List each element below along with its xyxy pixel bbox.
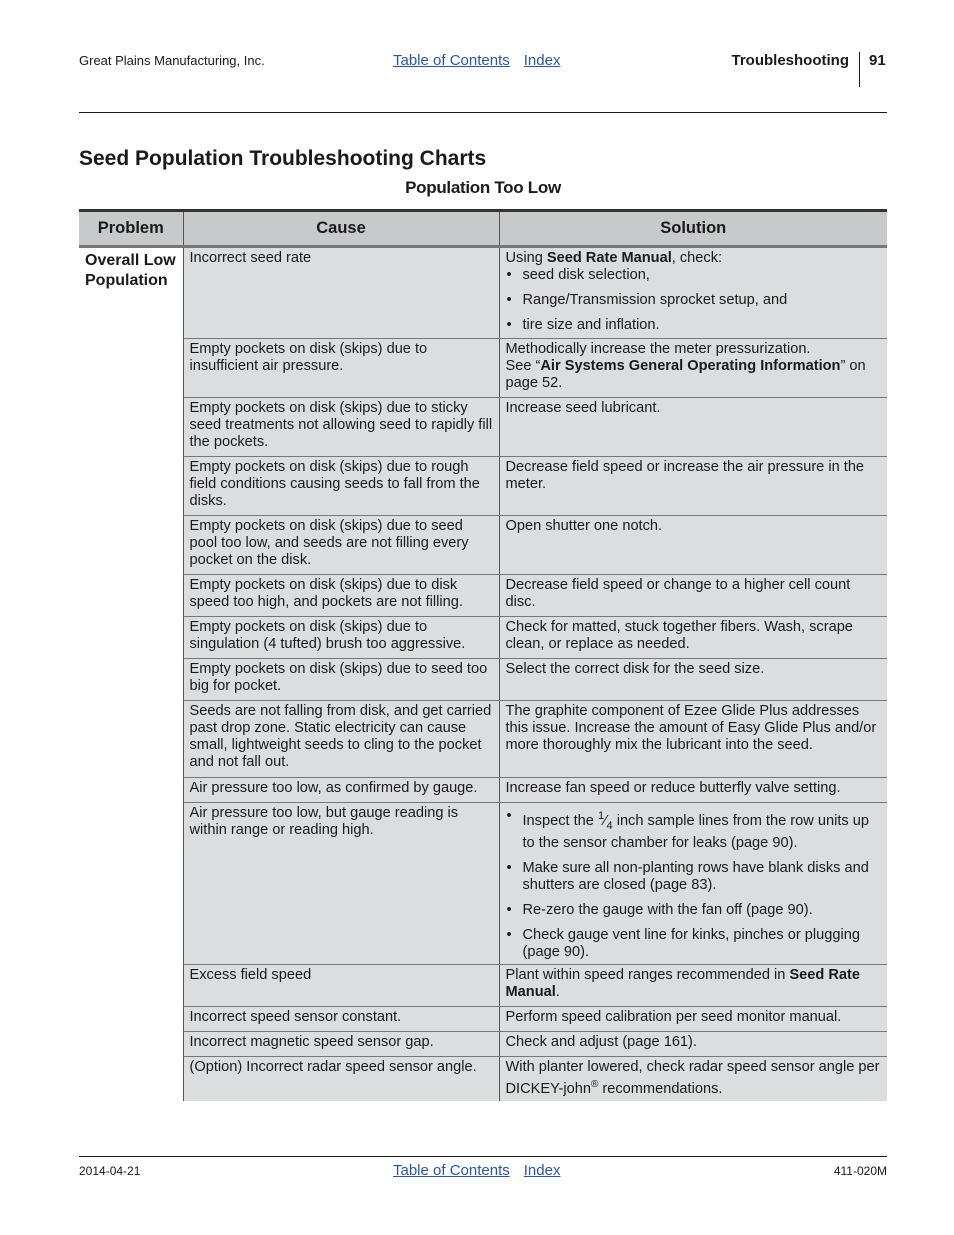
cause-cell: Empty pockets on disk (skips) due to seed pool too low, and seeds are not filling every pocket on the disk. [183, 516, 499, 575]
cause-cell: Excess field speed [183, 964, 499, 1006]
list-item: • seed disk selection, [506, 267, 883, 284]
manual-reference: Seed Rate Manual [505, 966, 861, 1000]
table-row [79, 247, 887, 339]
cause-cell: Incorrect seed rate [183, 247, 499, 339]
footer-index-link[interactable]: Index [523, 1162, 561, 1179]
table-row [79, 1006, 887, 1031]
column-header-solution: Solution [499, 211, 887, 247]
cause-cell: Empty pockets on disk (skips) due to disk speed too high, and pockets are not filling. [183, 575, 499, 617]
solution-cell [499, 803, 887, 965]
list-item: • Range/Transmission sprocket setup, and [506, 292, 883, 309]
table-row [79, 457, 887, 516]
table-subtitle: Population Too Low [405, 178, 561, 197]
fraction-numerator: 1 [597, 810, 605, 822]
registered-mark: ® [590, 1078, 599, 1090]
solution-text: recommendations. [598, 1080, 723, 1097]
solution-text: Methodically increase the meter pressurization. [505, 341, 811, 357]
solution-cell [499, 1056, 887, 1100]
solution-cell: Check and adjust (page 161). [499, 1031, 887, 1056]
list-item: • tire size and inflation. [506, 317, 883, 334]
cause-cell: Seeds are not falling from disk, and get carried past drop zone. Static electricity can cause small, lightweight seeds to cling to the pocket and not fall out. [183, 701, 499, 778]
check-list [506, 808, 883, 961]
manual-reference: Seed Rate Manual [546, 250, 672, 266]
fraction-denominator: 4 [606, 819, 613, 832]
solution-cell: Decrease field speed or increase the air pressure in the meter. [499, 457, 887, 516]
check-list [506, 267, 883, 334]
solution-text: . [555, 983, 560, 1000]
footer-toc-link[interactable]: Table of Contents [393, 1162, 510, 1179]
solution-cell: Decrease field speed or change to a higher cell count disc. [499, 575, 887, 617]
cause-cell: Empty pockets on disk (skips) due to insufficient air pressure. [183, 339, 499, 398]
solution-cell: Perform speed calibration per seed monitor manual. [499, 1006, 887, 1031]
list-item-text: Inspect the [522, 812, 598, 829]
solution-cell: Increase fan speed or reduce butterfly valve setting. [499, 778, 887, 803]
footer-rule [79, 1156, 887, 1157]
table-row [79, 617, 887, 659]
section-name: Troubleshooting [731, 52, 849, 69]
section-reference: Air Systems General Operating Information [540, 358, 841, 374]
header-toc-link[interactable]: Table of Contents [393, 52, 510, 69]
solution-intro [506, 250, 883, 267]
table-row [79, 398, 887, 457]
solution-cell [499, 964, 887, 1006]
table-row [79, 964, 887, 1006]
cause-cell: (Option) Incorrect radar speed sensor angle. [183, 1056, 499, 1100]
list-item-text: inch sample lines from the row units up to the sensor chamber for leaks (page 90). [522, 812, 869, 851]
solution-cell: Select the correct disk for the seed size. [499, 659, 887, 701]
footer-date: 2014-04-21 [79, 1164, 141, 1178]
table-row [79, 803, 887, 965]
solution-text: Plant within speed ranges recommended in [505, 966, 790, 983]
table-row [79, 659, 887, 701]
cause-cell: Empty pockets on disk (skips) due to sticky seed treatments not allowing seed to rapidly fill the pockets. [183, 398, 499, 457]
fraction: $^1⁄_4$ [597, 810, 613, 832]
solution-cell: Open shutter one notch. [499, 516, 887, 575]
footer-doc-number: 411-020M [833, 1164, 887, 1178]
solution-text: , check: [671, 250, 723, 266]
header-links [393, 52, 574, 69]
solution-text: ” on page 52. [505, 358, 866, 391]
header-rule [79, 112, 887, 113]
table-row [79, 516, 887, 575]
cause-cell: Air pressure too low, as confirmed by gauge. [183, 778, 499, 803]
header-divider [859, 52, 860, 87]
list-item [506, 808, 883, 852]
problem-cell: Overall Low Population [79, 247, 183, 1101]
cause-cell: Empty pockets on disk (skips) due to singulation (4 tufted) brush too aggressive. [183, 617, 499, 659]
cause-cell: Incorrect magnetic speed sensor gap. [183, 1031, 499, 1056]
page-number: 91 [869, 52, 886, 69]
solution-cell [499, 247, 887, 339]
column-header-cause: Cause [183, 211, 499, 247]
company-name: Great Plains Manufacturing, Inc. [79, 53, 265, 68]
cause-cell: Empty pockets on disk (skips) due to seed too big for pocket. [183, 659, 499, 701]
cause-cell: Empty pockets on disk (skips) due to rough field conditions causing seeds to fall from the disks. [183, 457, 499, 516]
cause-cell: Incorrect speed sensor constant. [183, 1006, 499, 1031]
solution-cell [499, 339, 887, 398]
table-row [79, 778, 887, 803]
solution-text: See “ [505, 358, 541, 374]
table-row [79, 575, 887, 617]
list-item: • Make sure all non-planting rows have blank disks and shutters are closed (page 83). [506, 860, 883, 894]
column-header-problem: Problem [79, 211, 183, 247]
table-row [79, 1056, 887, 1100]
table-row [79, 339, 887, 398]
solution-cell: The graphite component of Ezee Glide Plus addresses this issue. Increase the amount of Easy Glide Plus and/or more thoroughly mix the lubricant into the seed. [499, 701, 887, 778]
header-index-link[interactable]: Index [523, 52, 561, 69]
cause-cell: Air pressure too low, but gauge reading is within range or reading high. [183, 803, 499, 965]
table-row [79, 1031, 887, 1056]
table-header-row [79, 211, 887, 247]
solution-cell: Check for matted, stuck together fibers. Wash, scrape clean, or replace as needed. [499, 617, 887, 659]
list-item: • Re-zero the gauge with the fan off (page 90). [506, 902, 883, 919]
solution-cell: Increase seed lubricant. [499, 398, 887, 457]
footer-links [393, 1162, 574, 1179]
page-title: Seed Population Troubleshooting Charts [79, 147, 487, 170]
list-item: • Check gauge vent line for kinks, pinches or plugging (page 90). [506, 927, 883, 961]
troubleshooting-table [79, 209, 887, 1101]
solution-text: With planter lowered, check radar speed sensor angle per DICKEY-john [505, 1058, 880, 1097]
solution-text: Using [505, 250, 547, 266]
table-row [79, 701, 887, 778]
